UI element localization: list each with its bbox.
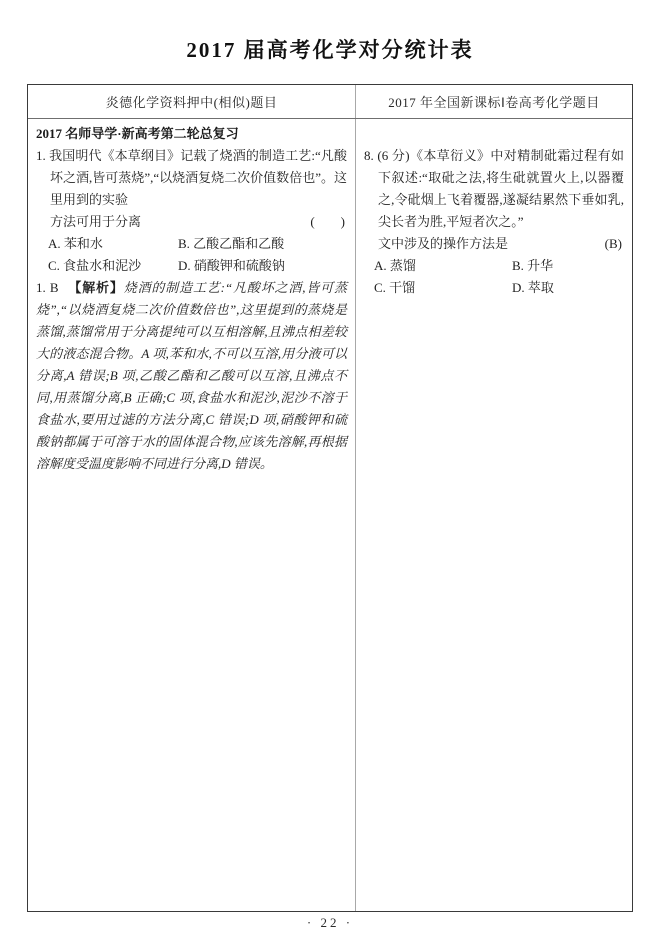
question-1-stem-line: [36, 211, 347, 233]
table-header-row: [28, 85, 632, 119]
right-column-cell: [356, 119, 632, 911]
question-1-answer-blank: ( ): [310, 214, 345, 229]
question-1-option-d: D. 硝酸钾和硫酸钠: [178, 258, 285, 273]
solution-number-answer: 1. B: [36, 280, 59, 295]
question-1-stem: 方法可用于分离: [50, 214, 142, 229]
question-8-stem: 文中涉及的操作方法是: [378, 236, 509, 251]
question-1-options: [36, 233, 347, 277]
question-8-answer: (B): [604, 236, 622, 251]
question-1-solution: [36, 277, 347, 475]
question-8-option-b: B. 升华: [512, 258, 554, 273]
solution-text: 烧酒的制造工艺:“凡酸坏之酒,皆可蒸烧”,“以烧酒复烧二次价值数倍也”,这里提到的蒸烧是蒸馏,蒸馏常用于分离提纯可以互相溶解,且沸点相差较大的液态混合物。A 项,苯和水,不可以互溶,用分液可以分离,A 错误;B 项,乙酸乙酯和乙酸可以互溶,且沸点不同,用蒸馏分离,B 正确;C 项,食盐水和泥沙,泥沙不溶于食盐水,要用过滤的方法分离,C 错误;D 项,硝酸钾和硫酸钠都属于可溶于水的固体混合物,应该先溶解,再根据溶解度受温度影响不同进行分离,D 错误。: [36, 280, 347, 471]
source-book-label: 2017 名师导学·新高考第二轮总复习: [36, 126, 239, 141]
question-8-option-c: C. 干馏: [374, 280, 416, 295]
table-body-row: [28, 119, 632, 911]
table-header-right: 2017 年全国新课标Ⅰ卷高考化学题目: [388, 95, 600, 110]
page-number: · 22 ·: [306, 915, 354, 930]
question-8-options: [364, 255, 624, 299]
comparison-table: [27, 84, 633, 912]
question-8-option-a: A. 蒸馏: [374, 258, 416, 273]
question-1-option-a: A. 苯和水: [48, 236, 103, 251]
question-8-body: 8. (6 分)《本草衍义》中对精制砒霜过程有如下叙述:“取砒之法,将生砒就置火上,以器覆之,令砒烟上飞着覆器,遂凝结累然下垂如乳,尖长者为胜,平短者次之。”: [364, 148, 624, 229]
question-8-option-d: D. 萃取: [512, 280, 554, 295]
question-1-option-b: B. 乙酸乙酯和乙酸: [178, 236, 285, 251]
question-1-option-c: C. 食盐水和泥沙: [48, 258, 142, 273]
page-title: 2017 届高考化学对分统计表: [186, 38, 474, 62]
table-header-left: 炎德化学资料押中(相似)题目: [28, 85, 356, 118]
question-1-body: 1. 我国明代《本草纲目》记载了烧酒的制造工艺:“凡酸坏之酒,皆可蒸烧”,“以烧酒复烧二次价值数倍也”。这里用到的实验: [36, 148, 347, 207]
solution-label: 【解析】: [67, 280, 124, 295]
question-8-stem-line: [364, 233, 624, 255]
left-column-cell: [28, 119, 356, 911]
